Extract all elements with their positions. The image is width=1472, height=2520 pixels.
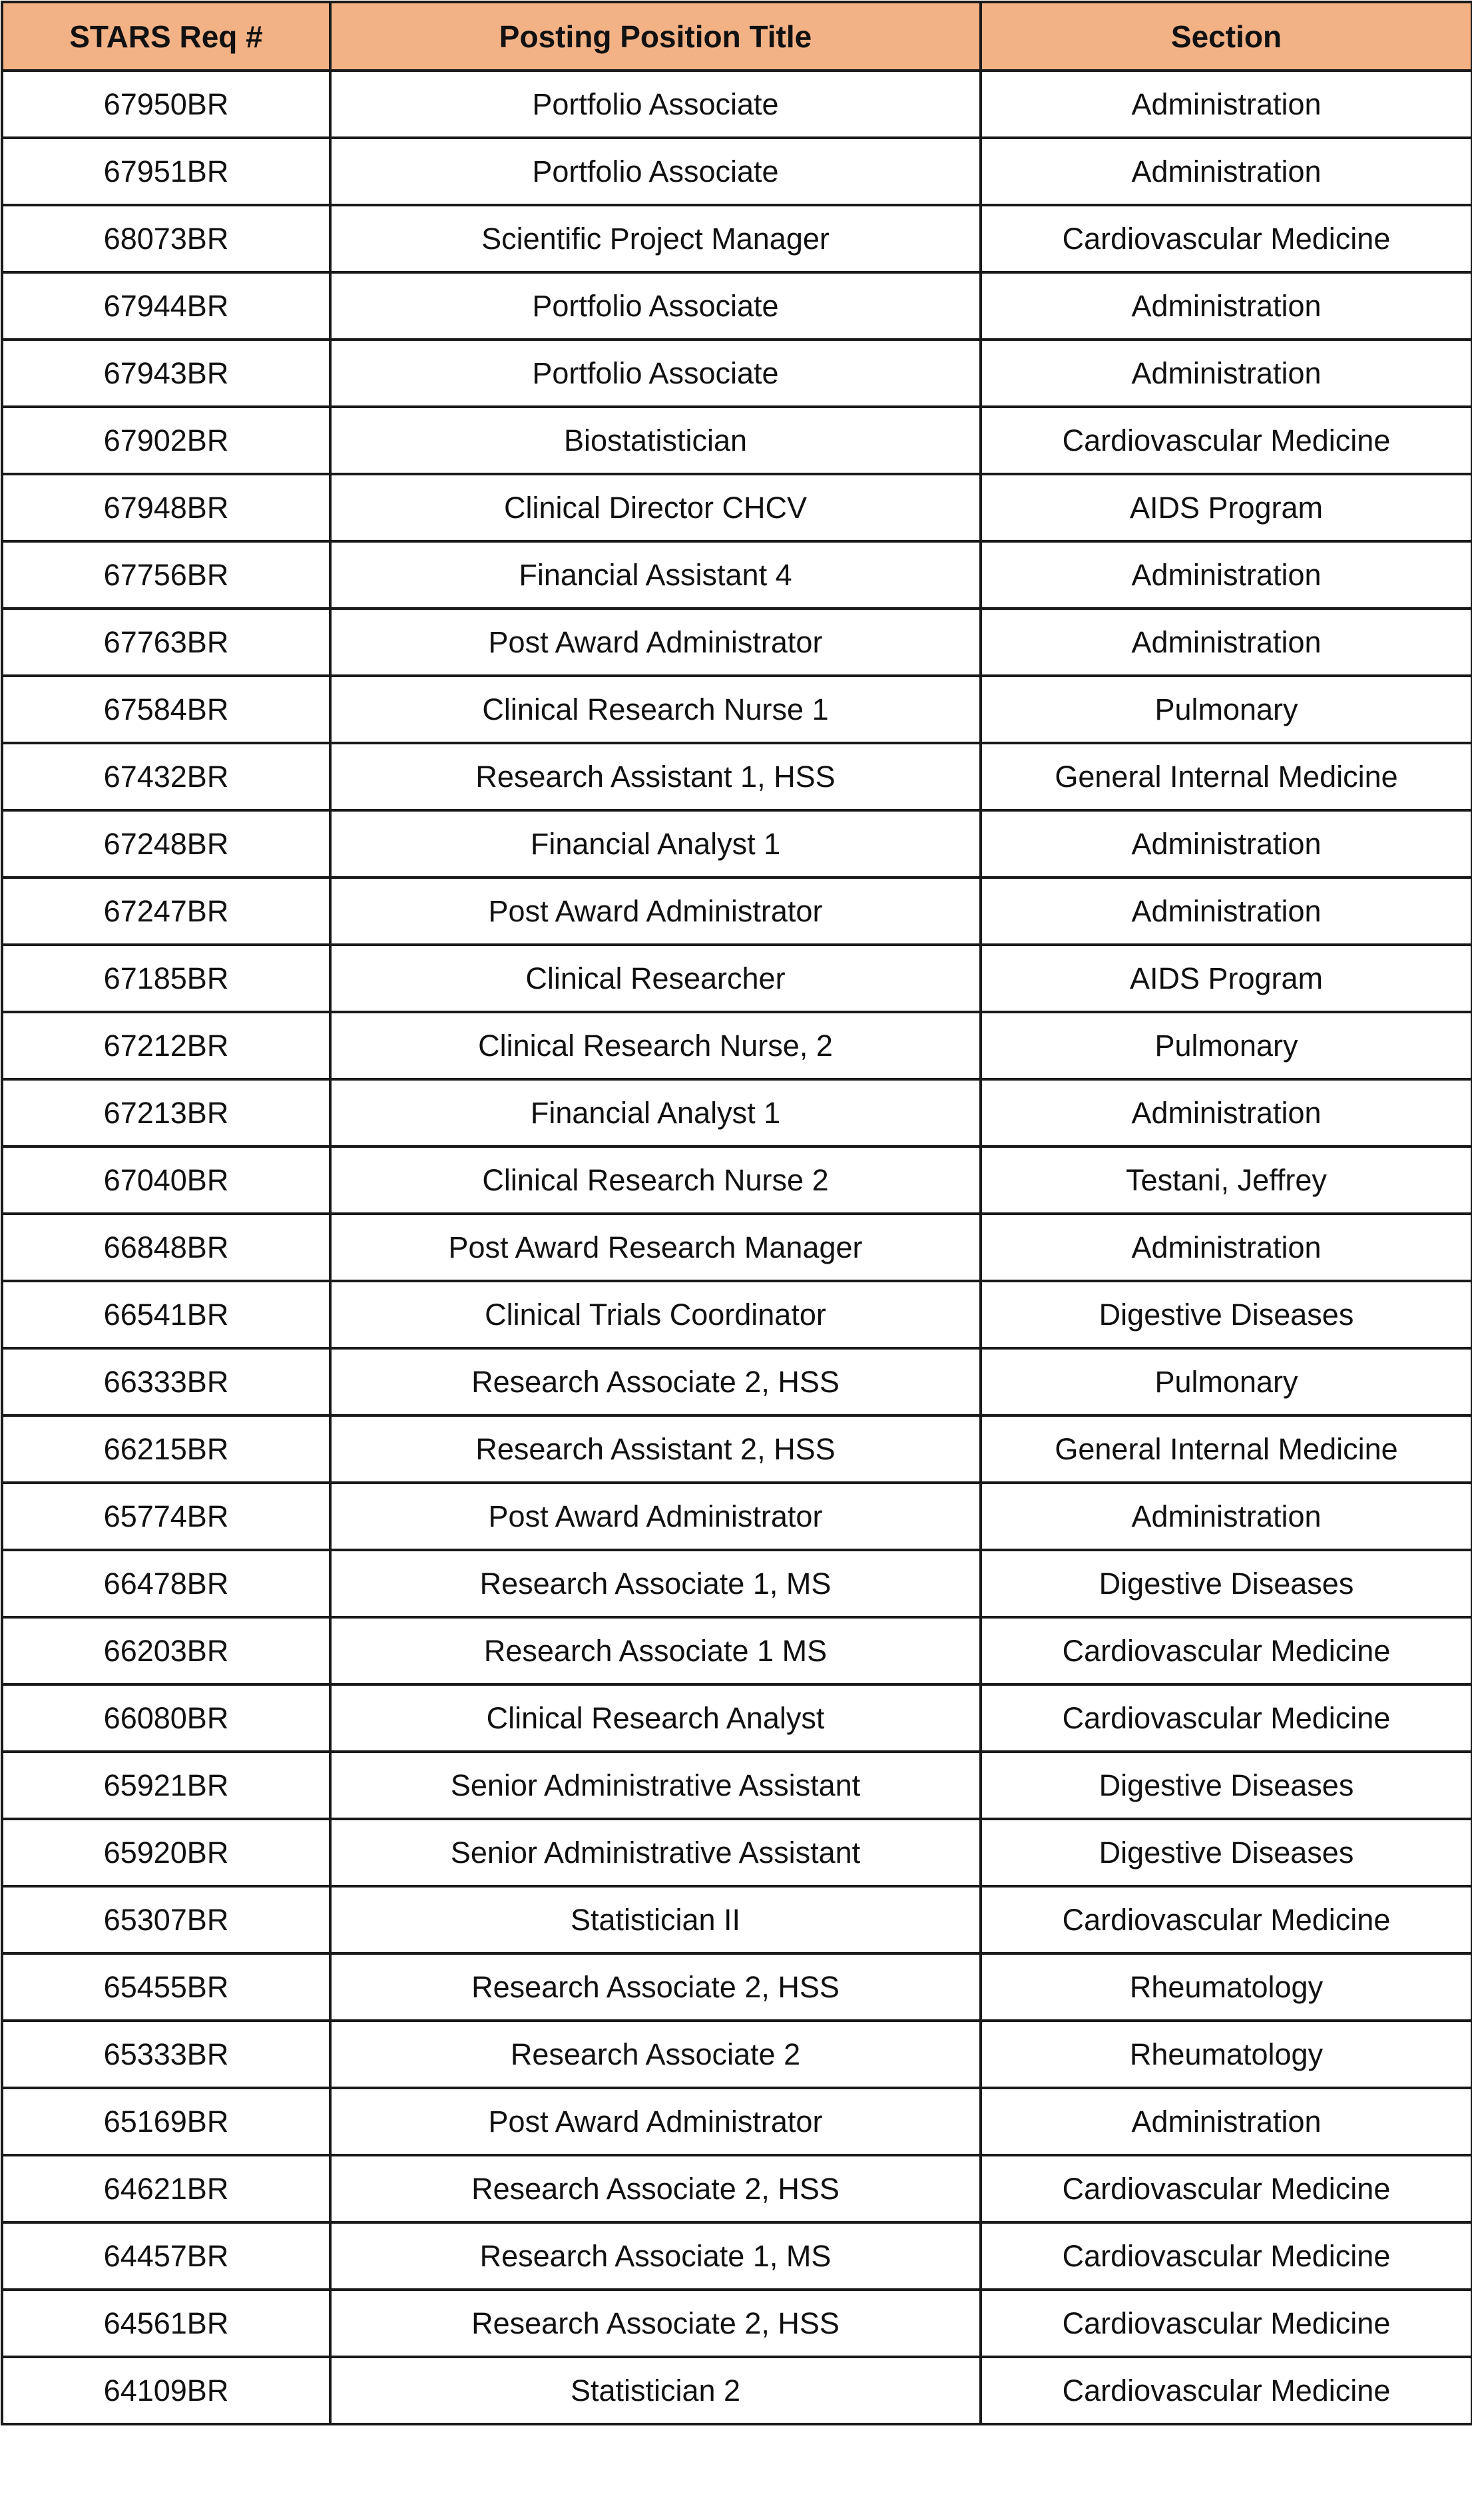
cell-stars-req: 65774BR [2,1483,330,1550]
cell-stars-req: 65920BR [2,1819,330,1886]
table-row [2,1886,1472,1953]
cell-stars-req: 66541BR [2,1281,330,1348]
cell-stars-req: 67944BR [2,272,330,340]
table-row [2,1617,1472,1684]
header-position-title: Posting Position Title [330,2,981,71]
cell-section: Rheumatology [981,1953,1472,2021]
table-row [2,71,1472,138]
table-row [2,878,1472,945]
cell-stars-req: 66215BR [2,1415,330,1483]
cell-position-title: Clinical Director CHCV [330,474,981,541]
table-row [2,2155,1472,2222]
cell-stars-req: 65921BR [2,1752,330,1819]
cell-stars-req: 64109BR [2,2357,330,2424]
cell-stars-req: 66333BR [2,1348,330,1415]
table-row [2,1550,1472,1617]
table-row [2,2088,1472,2155]
table-row [2,1146,1472,1214]
cell-position-title: Scientific Project Manager [330,205,981,272]
table-row [2,1214,1472,1281]
cell-section: Administration [981,1214,1472,1281]
cell-position-title: Clinical Research Nurse 2 [330,1146,981,1214]
cell-position-title: Senior Administrative Assistant [330,1752,981,1819]
cell-stars-req: 67212BR [2,1012,330,1079]
table-row [2,272,1472,340]
cell-position-title: Post Award Research Manager [330,1214,981,1281]
cell-position-title: Research Associate 1 MS [330,1617,981,1684]
job-postings-table [1,1,1472,2425]
cell-stars-req: 67248BR [2,810,330,878]
cell-section: Administration [981,810,1472,878]
cell-section: Administration [981,71,1472,138]
table-row [2,1819,1472,1886]
cell-section: Cardiovascular Medicine [981,205,1472,272]
cell-position-title: Research Assistant 2, HSS [330,1415,981,1483]
cell-section: Cardiovascular Medicine [981,1684,1472,1752]
cell-section: Administration [981,2088,1472,2155]
cell-section: Cardiovascular Medicine [981,1617,1472,1684]
table-row [2,541,1472,609]
cell-section: AIDS Program [981,945,1472,1012]
cell-stars-req: 67213BR [2,1079,330,1146]
cell-stars-req: 67950BR [2,71,330,138]
cell-position-title: Research Associate 2, HSS [330,1953,981,2021]
cell-section: Cardiovascular Medicine [981,1886,1472,1953]
table-row [2,138,1472,205]
cell-position-title: Portfolio Associate [330,340,981,407]
cell-section: Cardiovascular Medicine [981,2222,1472,2290]
table-row [2,1684,1472,1752]
table-row [2,1348,1472,1415]
cell-section: Pulmonary [981,676,1472,743]
cell-stars-req: 67185BR [2,945,330,1012]
table-row [2,340,1472,407]
cell-position-title: Research Associate 2, HSS [330,2155,981,2222]
cell-position-title: Biostatistician [330,407,981,474]
cell-section: Cardiovascular Medicine [981,2155,1472,2222]
cell-position-title: Research Associate 1, MS [330,2222,981,2290]
cell-stars-req: 64561BR [2,2290,330,2357]
cell-stars-req: 66478BR [2,1550,330,1617]
cell-position-title: Research Assistant 1, HSS [330,743,981,810]
table-row [2,2290,1472,2357]
cell-stars-req: 68073BR [2,205,330,272]
cell-stars-req: 67756BR [2,541,330,609]
cell-section: Administration [981,340,1472,407]
cell-position-title: Research Associate 2, HSS [330,2290,981,2357]
cell-position-title: Portfolio Associate [330,71,981,138]
cell-stars-req: 67432BR [2,743,330,810]
cell-stars-req: 67040BR [2,1146,330,1214]
header-section: Section [981,2,1472,71]
table-header [2,2,1472,71]
table-row [2,609,1472,676]
cell-position-title: Statistician II [330,1886,981,1953]
cell-position-title: Clinical Research Analyst [330,1684,981,1752]
cell-section: Cardiovascular Medicine [981,2290,1472,2357]
cell-position-title: Research Associate 2 [330,2021,981,2088]
cell-stars-req: 66848BR [2,1214,330,1281]
cell-section: Cardiovascular Medicine [981,2357,1472,2424]
table-row [2,810,1472,878]
cell-position-title: Financial Assistant 4 [330,541,981,609]
table-row [2,1953,1472,2021]
table-row [2,1415,1472,1483]
table-row [2,945,1472,1012]
cell-position-title: Financial Analyst 1 [330,1079,981,1146]
header-row [2,2,1472,71]
cell-stars-req: 65455BR [2,1953,330,2021]
cell-stars-req: 65333BR [2,2021,330,2088]
cell-section: Digestive Diseases [981,1752,1472,1819]
cell-position-title: Research Associate 1, MS [330,1550,981,1617]
cell-position-title: Clinical Research Nurse 1 [330,676,981,743]
cell-position-title: Statistician 2 [330,2357,981,2424]
cell-position-title: Post Award Administrator [330,609,981,676]
table-row [2,2357,1472,2424]
cell-stars-req: 65169BR [2,2088,330,2155]
table-row [2,2222,1472,2290]
cell-stars-req: 64621BR [2,2155,330,2222]
table-row [2,1483,1472,1550]
cell-stars-req: 67943BR [2,340,330,407]
cell-section: Administration [981,541,1472,609]
cell-section: Digestive Diseases [981,1281,1472,1348]
cell-stars-req: 67951BR [2,138,330,205]
cell-position-title: Senior Administrative Assistant [330,1819,981,1886]
table-row [2,407,1472,474]
cell-section: Cardiovascular Medicine [981,407,1472,474]
cell-position-title: Portfolio Associate [330,138,981,205]
table-row [2,205,1472,272]
table-body [2,71,1472,2424]
table-row [2,1752,1472,1819]
cell-stars-req: 65307BR [2,1886,330,1953]
cell-position-title: Portfolio Associate [330,272,981,340]
header-stars-req: STARS Req # [2,2,330,71]
cell-stars-req: 66203BR [2,1617,330,1684]
cell-stars-req: 64457BR [2,2222,330,2290]
cell-section: General Internal Medicine [981,743,1472,810]
cell-section: Administration [981,878,1472,945]
cell-section: Administration [981,1079,1472,1146]
cell-section: Administration [981,272,1472,340]
cell-stars-req: 67247BR [2,878,330,945]
cell-position-title: Clinical Research Nurse, 2 [330,1012,981,1079]
cell-position-title: Post Award Administrator [330,878,981,945]
cell-section: Pulmonary [981,1012,1472,1079]
cell-section: Digestive Diseases [981,1550,1472,1617]
cell-section: Pulmonary [981,1348,1472,1415]
table-row [2,1281,1472,1348]
cell-stars-req: 66080BR [2,1684,330,1752]
table-row [2,1079,1472,1146]
table-row [2,474,1472,541]
table-row [2,1012,1472,1079]
table-row [2,743,1472,810]
cell-section: Digestive Diseases [981,1819,1472,1886]
cell-stars-req: 67948BR [2,474,330,541]
cell-section: AIDS Program [981,474,1472,541]
table-row [2,2021,1472,2088]
cell-section: Rheumatology [981,2021,1472,2088]
cell-position-title: Clinical Researcher [330,945,981,1012]
cell-section: Administration [981,138,1472,205]
cell-stars-req: 67584BR [2,676,330,743]
cell-position-title: Financial Analyst 1 [330,810,981,878]
cell-position-title: Clinical Trials Coordinator [330,1281,981,1348]
cell-position-title: Post Award Administrator [330,2088,981,2155]
cell-position-title: Post Award Administrator [330,1483,981,1550]
cell-section: Testani, Jeffrey [981,1146,1472,1214]
cell-stars-req: 67902BR [2,407,330,474]
table-row [2,676,1472,743]
cell-section: General Internal Medicine [981,1415,1472,1483]
cell-position-title: Research Associate 2, HSS [330,1348,981,1415]
cell-section: Administration [981,609,1472,676]
cell-section: Administration [981,1483,1472,1550]
cell-stars-req: 67763BR [2,609,330,676]
